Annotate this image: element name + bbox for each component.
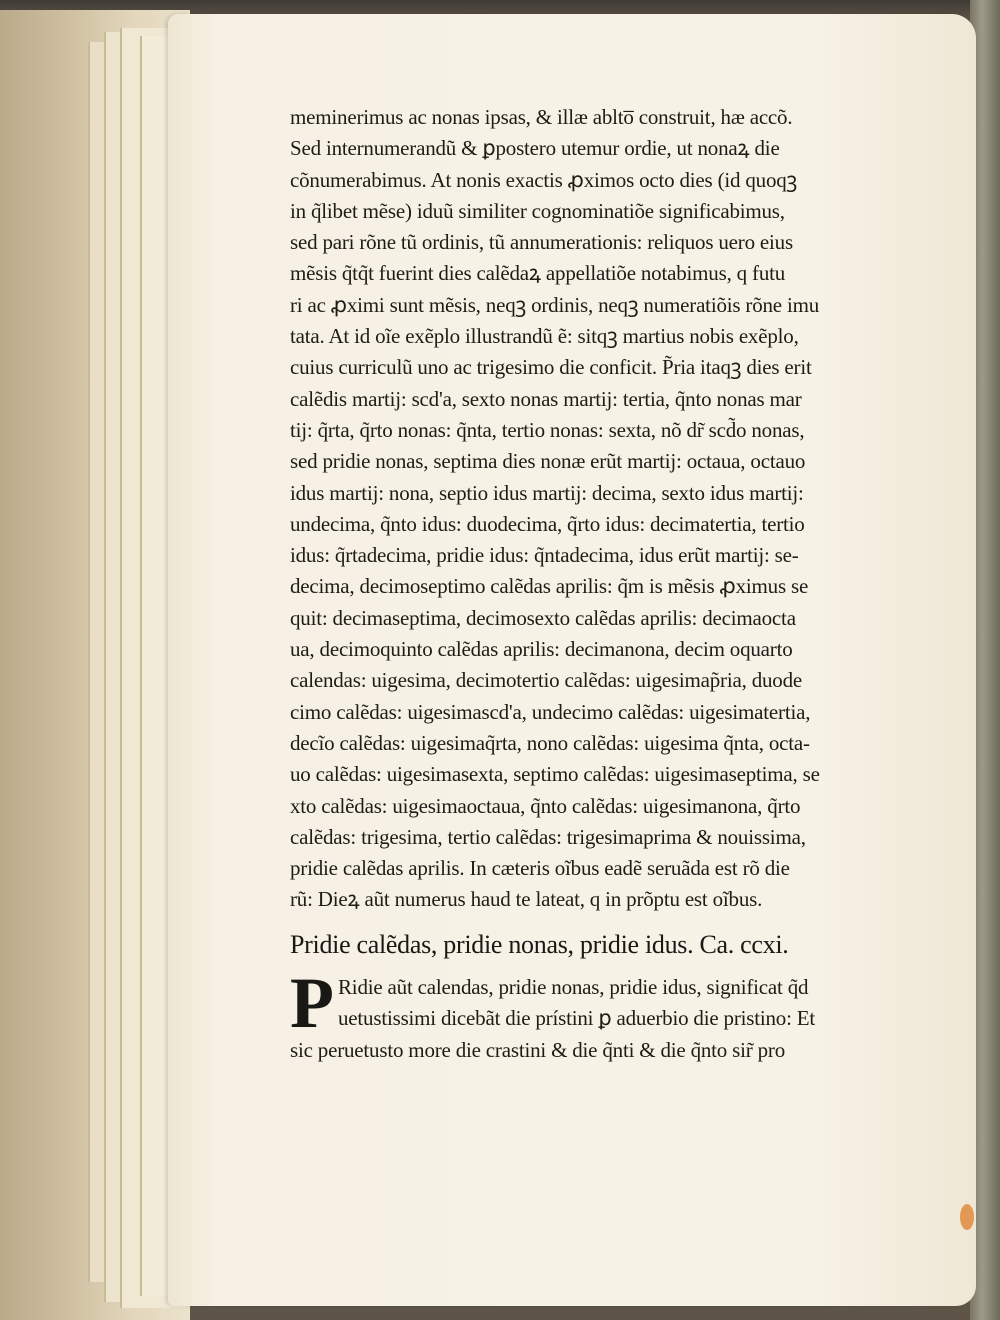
- text-line: xto calẽdas: uigesimaoctaua, q̃nto calẽdas: uigesimanona, q̃rto: [290, 793, 801, 818]
- text-line: ri ac ꝓximi sunt mẽsis, neqꝫ ordinis, neqꝫ numeratiõis rõne imu: [290, 292, 820, 317]
- chapter-heading: Pridie calẽdas, pridie nonas, pridie idus. Ca. ccxi.: [290, 930, 789, 959]
- text-line: Sed internumerandũ & ꝑpostero utemur ordie, ut nonaꝝ die: [290, 136, 780, 161]
- text-line: idus: q̃rtadecima, pridie idus: q̃ntadecima, idus erũt martij: se-: [290, 543, 799, 568]
- text-line: in q̃libet mẽse) iduũ similiter cognominatiõe significabimus,: [290, 198, 785, 223]
- text-line: Ridie aũt calendas, pridie nonas, pridie idus, significat q̃d: [338, 975, 809, 999]
- text-line: tata. At id oĩe exẽplo illustrandũ ẽ: sitqꝫ martius nobis exẽplo,: [290, 324, 799, 349]
- text-line: cimo calẽdas: uigesimascd'a, undecimo calẽdas: uigesimatertia,: [290, 699, 811, 724]
- text-line: sed pari rõne tũ ordinis, tũ annumerationis: reliquos uero eius: [290, 230, 793, 255]
- drop-cap-initial: P: [290, 963, 334, 1043]
- text-line: cuius curriculũ uno ac trigesimo die conficit. P̃ria itaqꝫ dies erit: [290, 355, 812, 380]
- text-line: rũ: Dieꝝ aũt numerus haud te lateat, q in prõptu est oĩbus.: [290, 887, 763, 912]
- text-line: uetustissimi dicebãt die prístini ꝑ aduerbio die pristino: Et: [338, 1006, 816, 1031]
- text-line: mẽsis q̃tq̃t fuerint dies calẽdaꝝ appellatiõe notabimus, q futu: [290, 261, 786, 286]
- text-line: decima, decimoseptimo calẽdas aprilis: q̃m is mẽsis ꝓximus se: [290, 574, 809, 599]
- text-line: pridie calẽdas aprilis. In cæteris oĩbus eadẽ seruãda est rõ die: [290, 856, 790, 881]
- text-line: ua, decimoquinto calẽdas aprilis: decimanona, decim oquarto: [290, 637, 793, 662]
- text-line: undecima, q̃nto idus: duodecima, q̃rto idus: decimatertia, tertio: [290, 511, 805, 536]
- text-line: meminerimus ac nonas ipsas, & illæ ablto̅ construit, hæ accõ.: [290, 105, 793, 129]
- text-line: cõnumerabimus. At nonis exactis ꝓximos octo dies (id quoqꝫ: [290, 167, 798, 192]
- chapter-text: [290, 963, 918, 1066]
- text-line: calendas: uigesima, decimotertio calẽdas: uigesimap̃ria, duode: [290, 668, 803, 693]
- text-line: decĩo calẽdas: uigesimaq̃rta, nono calẽdas: uigesima q̃nta, octa-: [290, 730, 810, 755]
- text-line: tij: q̃rta, q̃rto nonas: q̃nta, tertio nonas: sexta, nõ dr̃ scd̃o nonas,: [290, 417, 805, 442]
- text-line: sic peruetusto more die crastini & die q̃nti & die q̃nto sir̃ pro: [290, 1037, 785, 1062]
- page-edges: [0, 10, 190, 1320]
- text-line: sed pridie nonas, septima dies nonæ erũt martij: octaua, octauo: [290, 449, 806, 474]
- text-line: quit: decimaseptima, decimosexto calẽdas aprilis: decimaocta: [290, 605, 796, 630]
- text-line: idus martij: nona, septio idus martij: decima, sexto idus martij:: [290, 480, 804, 505]
- page-stain: [960, 1204, 974, 1230]
- text-line: calẽdas: trigesima, tertio calẽdas: trigesimaprima & nouissima,: [290, 824, 806, 849]
- text-line: uo calẽdas: uigesimasexta, septimo calẽdas: uigesimaseptima, se: [290, 762, 820, 787]
- text-line: calẽdis martij: scd'a, sexto nonas martij: tertia, q̃nto nonas mar: [290, 386, 802, 411]
- main-text: [290, 102, 918, 916]
